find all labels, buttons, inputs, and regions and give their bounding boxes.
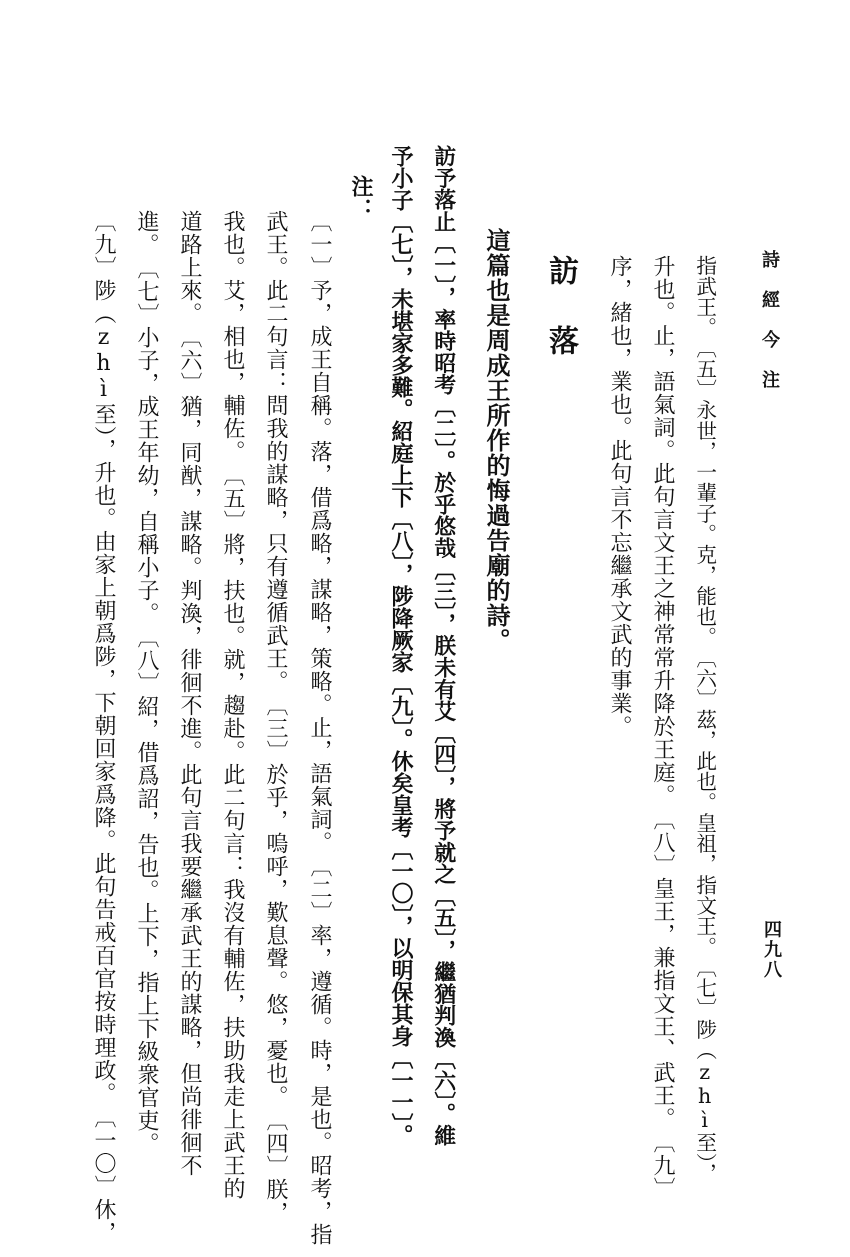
notes-label: 注： <box>348 175 374 221</box>
poem-title: 訪落 <box>543 255 578 395</box>
note-line-5: 進。 〔七〕小子，成王年幼，自稱小子。 〔八〕紹，借爲詔，告也。上下，指上下級衆官吏。 <box>134 210 159 1155</box>
note-line-1: 〔一〕予，成王自稱。落，借爲略，謀略，策略。止，語氣詞。 〔二〕率，遵循。時，是也。昭考，指 <box>307 210 332 1246</box>
poem-line-1: 訪予落止〔一〕，率時昭考〔二〕。於乎悠哉〔三〕，朕未有艾〔四〕，將予就之〔五〕，繼猶判渙〔六〕。維 <box>430 145 456 1146</box>
running-header-title: 詩經今注 <box>759 250 780 410</box>
note-line-6: 〔九〕陟（zhì至），升也。由家上朝爲陟，下朝回家爲降。此句告戒百官按時理政。 〔一〇〕休， <box>91 210 116 1244</box>
note-line-2: 武王。此二句言：問我的謀略，只有遵循武王。 〔三〕於乎，嗚呼，歎息聲。悠，憂也。 〔四〕朕， <box>263 210 288 1224</box>
note-line-4: 道路上來。 〔六〕猶，同猷，謀略。判渙，徘徊不進。此句言我要繼承武王的謀略，但尚徘徊不 <box>177 210 202 1177</box>
poem-preface: 這篇也是周成王所作的悔過告廟的詩。 <box>482 228 511 653</box>
prev-note-line-2: 升也。止，語氣詞。此句言文王之神常常升降於王庭。 〔八〕皇王，兼指文王、武王。 〔九〕 <box>650 255 675 1200</box>
page-number: 四九八 <box>761 920 782 980</box>
note-line-3: 我也。艾，相也，輔佐。 〔五〕將，扶也。就，趨赴。此二句言：我沒有輔佐，扶助我走上武王的 <box>220 210 245 1200</box>
poem-line-2: 予小子〔七〕，未堪家多難。紹庭上下〔八〕，陟降厥家〔九〕。休矣皇考〔一〇〕，以明保其身〔一一〕。 <box>388 145 414 1146</box>
prev-note-line-3: 序，緒也，業也。此句言不忘繼承文武的事業。 <box>607 255 632 738</box>
prev-note-line-1: 指武王。 〔五〕永世，一輩子。克，能也。 〔六〕茲，此也。皇祖，指文王。 〔七〕陟（zhì至）， <box>692 255 717 1184</box>
